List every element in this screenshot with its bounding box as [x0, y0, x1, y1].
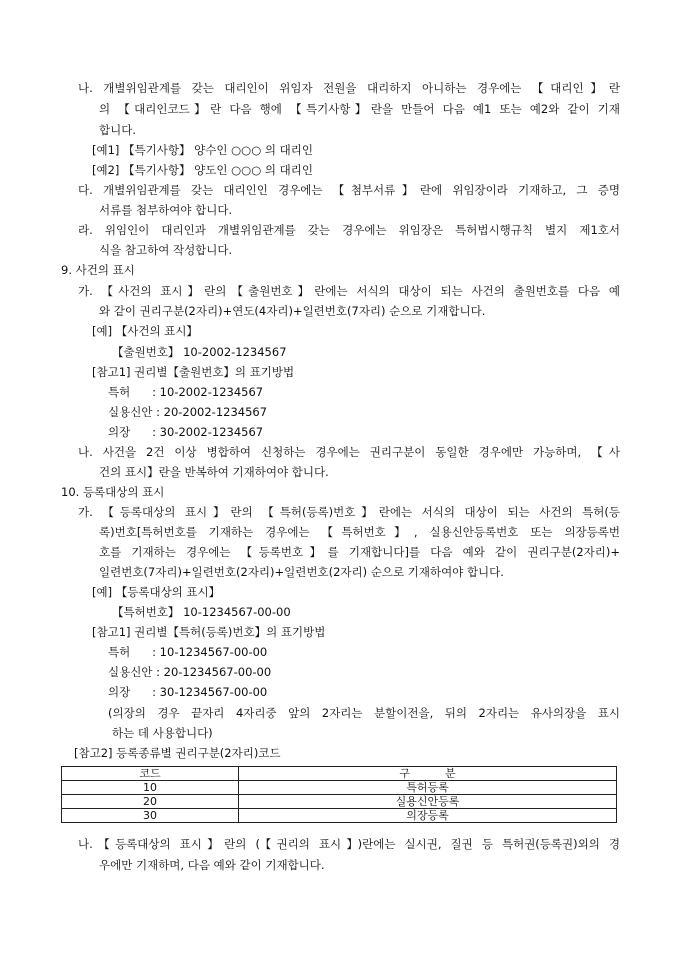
s9-ref-row: 의장 : 30-2002-1234567 [108, 425, 264, 439]
s9-ga-line2: 와 같이 권리구분(2자리)+연도(4자리)+일련번호(7자리) 순으로 기재합니다. [99, 304, 486, 318]
rights-code-table [61, 766, 617, 823]
table-header-row [62, 767, 617, 781]
s8-example1: [예1] 【특기사항】 양수인 ○○○ 의 대리인 [92, 143, 313, 157]
s10-ref-title: [참고1] 권리별【특허(등록)번호】의 표기방법 [92, 625, 326, 639]
s10-ga-line3: 호를 기재하는 경우에는 【등록번호】를 기재합니다]를 다음 예와 같이 권리구분(2자리)+ [99, 545, 620, 559]
s8-ra-line1: 라. 위임인이 대리인과 개별위임관계를 갖는 경우에는 위임장은 특허법시행규칙 별지 제1호서 [78, 223, 620, 237]
s9-heading: 9. 사건의 표시 [61, 263, 135, 277]
s9-example-label: [예] 【사건의 표시】 [92, 324, 198, 338]
s8-da-line1: 다. 개별위임관계를 갖는 대리인인 경우에는 【첨부서류】란에 위임장이라 기재하고, 그 증명 [78, 183, 620, 197]
s8-na-line1: 나. 개별위임관계를 갖는 대리인이 위임자 전원을 대리하지 아니하는 경우에는 【대리인】란 [78, 81, 620, 95]
s10-ref2-title: [참고2] 등록종류별 권리구분(2자리)코드 [74, 746, 281, 760]
table-row [62, 809, 617, 823]
table-cell: 의장등록 [239, 809, 617, 823]
s9-example-value: 【출원번호】 10-2002-1234567 [112, 345, 287, 359]
s10-na-line1: 나.【등록대상의 표시】란의 (【권리의 표시】)란에는 실시권, 질권 등 특허권(등록권)외의 경 [78, 837, 620, 851]
s10-note-line2: 하는 데 사용합니다) [112, 726, 213, 740]
table-row [62, 781, 617, 795]
s10-ga-line1: 가. 【등록대상의 표시】란의 【특허(등록)번호】란에는 서식의 대상이 되는 사건의 특허(등 [78, 505, 620, 519]
s8-example2: [예2] 【특기사항】 양도인 ○○○ 의 대리인 [92, 163, 313, 177]
s9-ref-row: 특허 : 10-2002-1234567 [108, 385, 264, 399]
table-cell: 10 [62, 781, 239, 795]
s10-note-line1: (의장의 경우 끝자리 4자리중 앞의 2자리는 분할이전을, 뒤의 2자리는 유사의장을 표시 [108, 706, 620, 720]
s10-ga-line4: 일련번호(7자리)+일련번호(2자리)+일련번호(2자리) 순으로 기재하여야 합니다. [99, 565, 504, 579]
s10-ga-line2: 록)번호[특허번호를 기재하는 경우에는 【특허번호】, 실용신안등록번호 또는 의장등록번 [99, 525, 620, 539]
s9-na-line1: 나. 사건을 2건 이상 병합하여 신청하는 경우에는 권리구분이 동일한 경우에만 가능하며, 【사 [78, 445, 620, 459]
s9-na-line2: 건의 표시】란을 반복하여 기재하여야 합니다. [99, 465, 329, 479]
table-cell: 특허등록 [239, 781, 617, 795]
table-cell: 실용신안등록 [239, 795, 617, 809]
s8-ra-line2: 식을 참고하여 작성합니다. [99, 243, 233, 257]
s9-ga-line1: 가. 【사건의 표시】란의【출원번호】란에는 서식의 대상이 되는 사건의 출원번호를 다음 예 [78, 284, 620, 298]
s8-na-line2: 의 【대리인코드】란 다음 행에 【특기사항】란을 만들어 다음 예1 또는 예2와 같이 기재 [99, 102, 620, 116]
table-header-cell: 코드 [62, 767, 239, 781]
s10-example-label: [예] 【등록대상의 표시】 [92, 585, 221, 599]
s9-ref-title: [참고1] 권리별【출원번호】의 표기방법 [92, 365, 295, 379]
s10-ref-row: 실용신안 : 20-1234567-00-00 [108, 665, 272, 679]
table-row [62, 795, 617, 809]
s8-da-line2: 서류를 첨부하여야 합니다. [99, 203, 233, 217]
table-cell: 30 [62, 809, 239, 823]
table-header-cell: 구 분 [239, 767, 617, 781]
s10-na-line2: 우에만 기재하며, 다음 예와 같이 기재합니다. [99, 858, 325, 872]
s10-example-value: 【특허번호】 10-1234567-00-00 [112, 605, 291, 619]
table-cell: 20 [62, 795, 239, 809]
s8-na-line3: 합니다. [99, 123, 136, 137]
s10-ref-row: 의장 : 30-1234567-00-00 [108, 685, 268, 699]
s9-ref-row: 실용신안 : 20-2002-1234567 [108, 405, 268, 419]
s10-ref-row: 특허 : 10-1234567-00-00 [108, 645, 268, 659]
s10-heading: 10. 등록대상의 표시 [61, 485, 165, 499]
